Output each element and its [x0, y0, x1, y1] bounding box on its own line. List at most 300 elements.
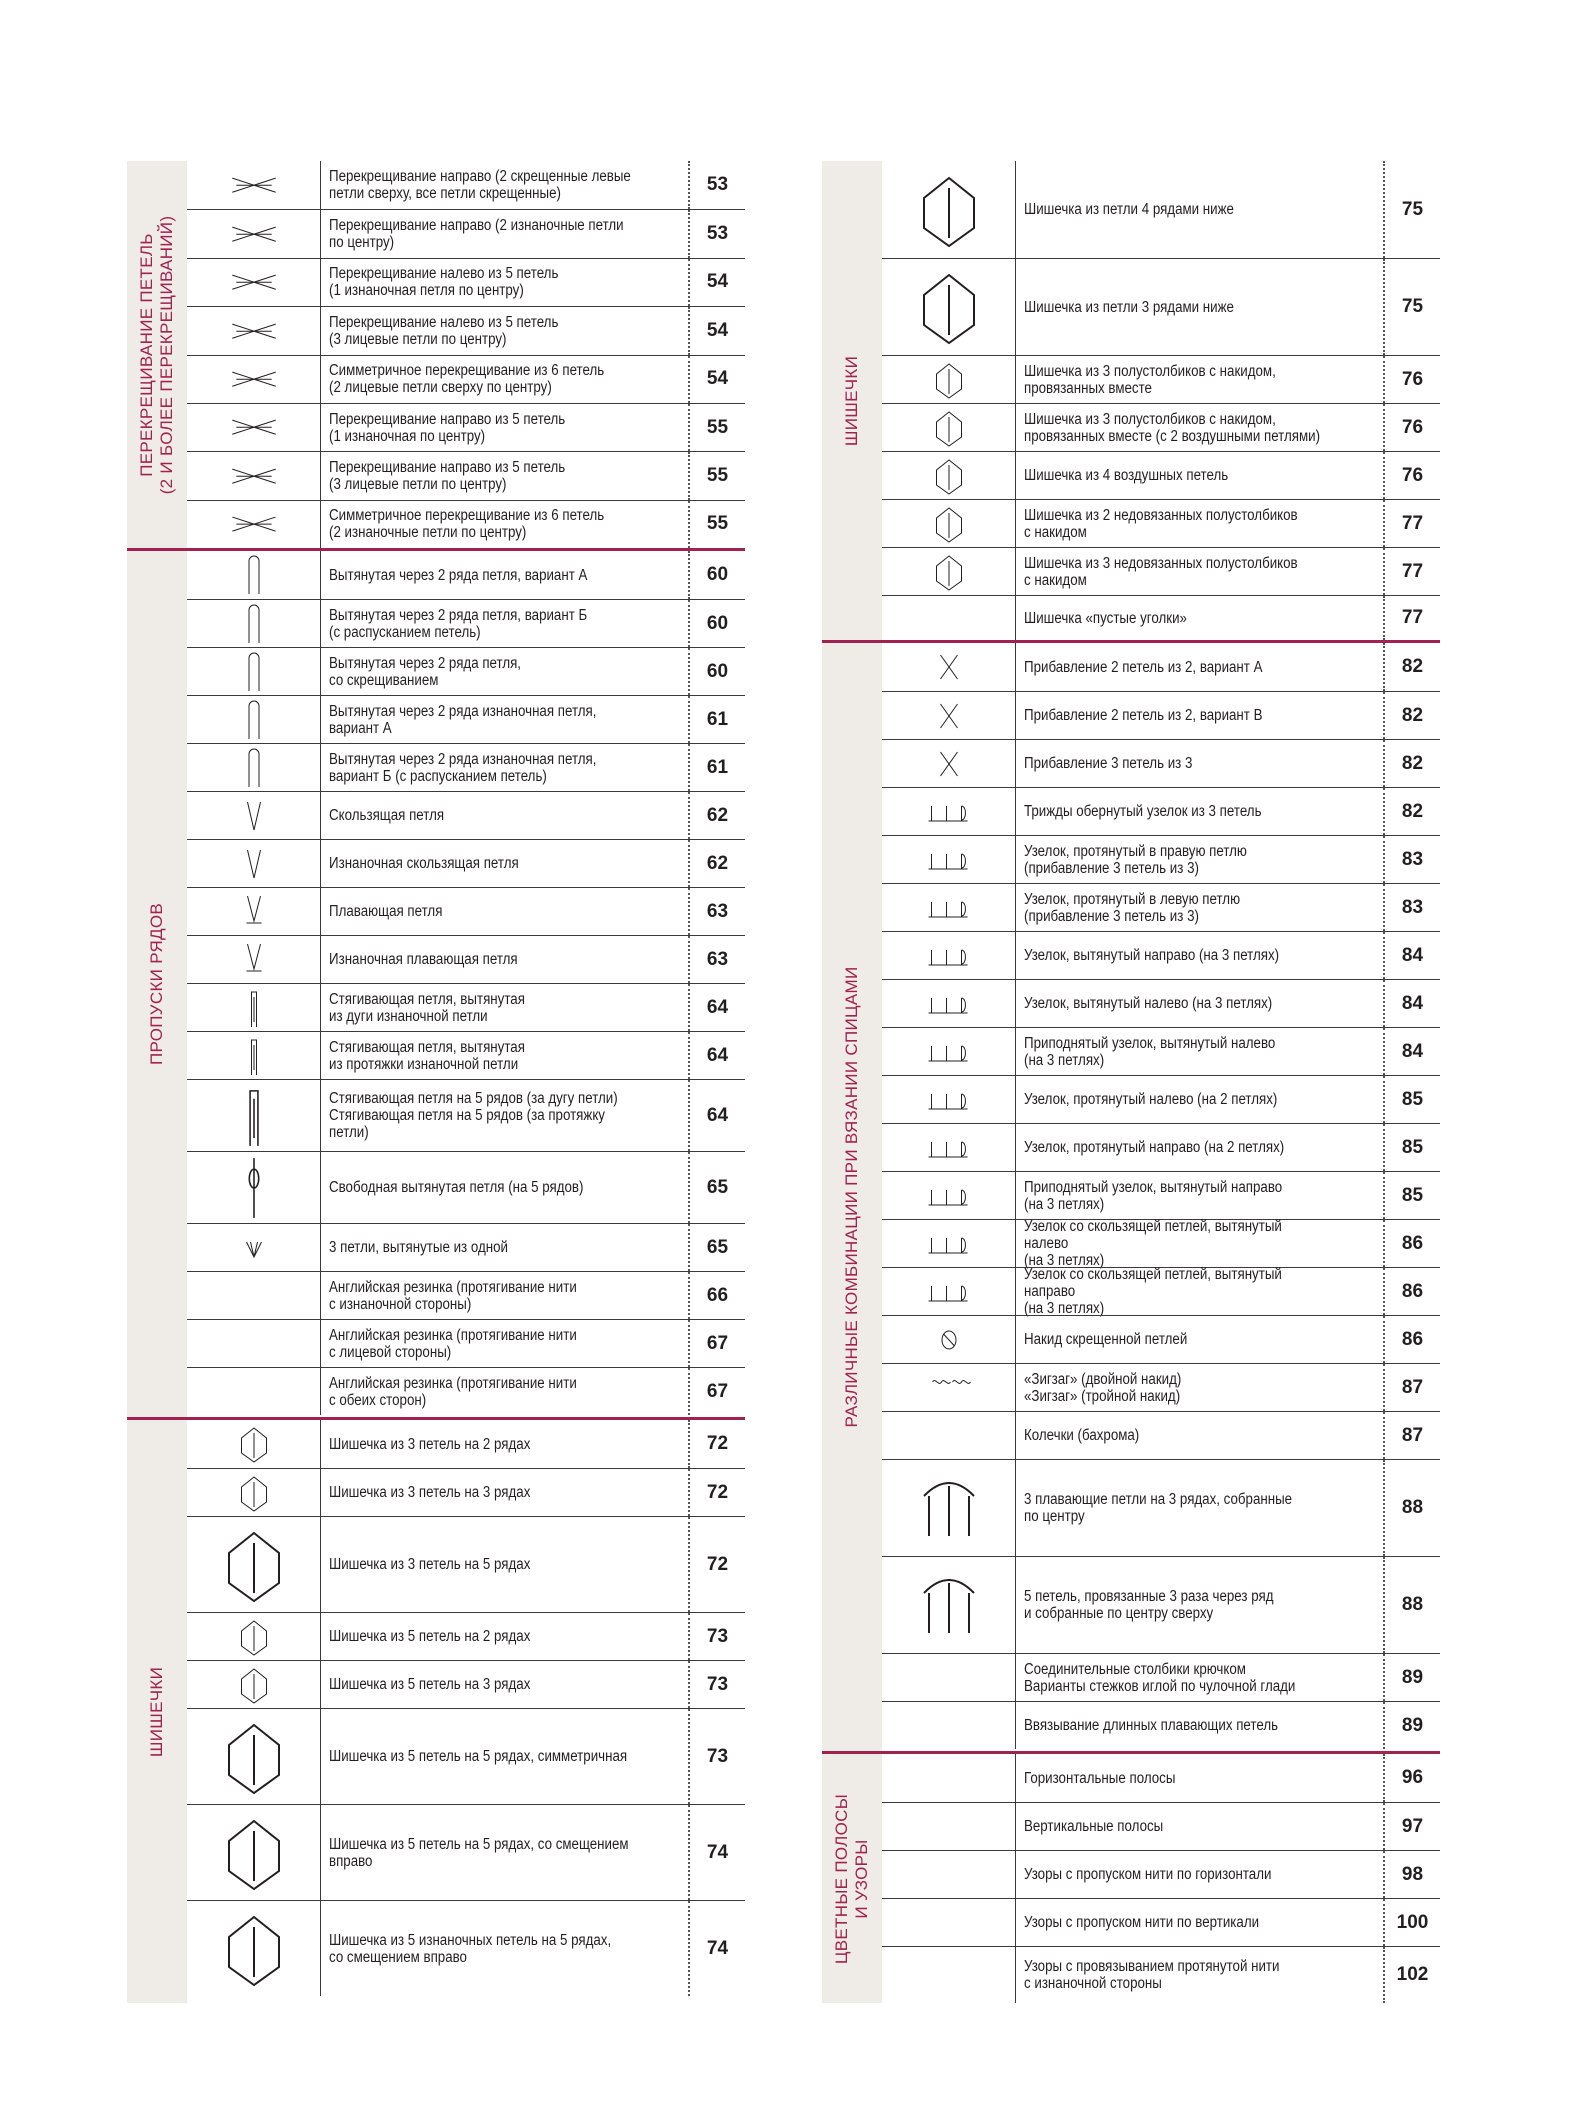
knot-icon [882, 884, 1016, 931]
page-number: 60 [706, 660, 729, 682]
entry-description [321, 210, 690, 257]
page-number: 83 [1401, 896, 1424, 918]
index-row [882, 1946, 1440, 2003]
index-row [187, 1367, 745, 1415]
page-number: 62 [706, 852, 729, 874]
cross-cable-icon [187, 404, 321, 451]
entry-text: Прибавление 2 петель из 2, вариант А [1024, 658, 1263, 676]
entry-text: Шишечка «пустые уголки» [1024, 609, 1187, 627]
page-number: 84 [1401, 1040, 1424, 1062]
entry-text: Английская резинка (протягивание нити с обеих сторон) [329, 1374, 577, 1409]
page-number: 62 [706, 804, 729, 826]
index-row [187, 1516, 745, 1612]
page-number: 65 [706, 1236, 729, 1258]
knot-icon [882, 1124, 1016, 1171]
entry-description [1016, 1947, 1385, 2003]
entry-text: Вертикальные полосы [1024, 1818, 1164, 1835]
index-row [882, 1123, 1440, 1171]
entry-text: Узелок, протянутый в правую петлю (прибавление 3 петель из 3) [1024, 842, 1247, 877]
page-number: 75 [1401, 198, 1424, 220]
entry-text: Вытянутая через 2 ряда изнаночная петля, вариант А [329, 702, 597, 737]
index-row [882, 643, 1440, 691]
entry-description [321, 1224, 690, 1271]
entry-description [321, 1368, 690, 1415]
increase-icon [882, 692, 1016, 739]
entry-description [321, 1469, 690, 1516]
entry-description [321, 792, 690, 839]
index-row [882, 1267, 1440, 1315]
entry-text: Приподнятый узелок, вытянутый налево (на 3 петлях) [1024, 1034, 1276, 1069]
entry-text: Перекрещивание направо (2 скрещенные левые петли сверху, все петли скрещенные) [329, 168, 631, 203]
index-row [882, 595, 1440, 640]
entry-text: Изнаночная плавающая петля [329, 951, 518, 968]
index-row [882, 499, 1440, 547]
entry-text: Шишечка из 2 недовязанных полустолбиков с накидом [1024, 506, 1298, 541]
entry-description [1016, 980, 1385, 1027]
page-number: 87 [1401, 1424, 1424, 1446]
page-number: 55 [706, 465, 729, 487]
entry-description [321, 404, 690, 451]
entry-text: Ввязывание длинных плавающих петель [1024, 1717, 1279, 1734]
empty-symbol-cell [187, 1368, 321, 1415]
entry-description [1016, 740, 1385, 787]
entry-text: Колечки (бахрома) [1024, 1427, 1140, 1444]
slip-stitch-icon [187, 840, 321, 887]
index-row [882, 1171, 1440, 1219]
index-row [187, 451, 745, 499]
index-row [882, 1075, 1440, 1123]
entry-description [1016, 1124, 1385, 1171]
entry-description [321, 600, 690, 647]
entry-text: Перекрещивание налево из 5 петель (1 изнаночная петля по центру) [329, 265, 559, 300]
index-row [882, 1850, 1440, 1898]
entry-text: «Зигзаг» (двойной накид) «Зигзаг» (тройной накид) [1024, 1370, 1182, 1405]
index-row [882, 1556, 1440, 1653]
entry-text: Шишечка из 3 недовязанных полустолбиков с накидом [1024, 554, 1298, 589]
index-row [187, 1319, 745, 1367]
entry-text: Перекрещивание направо (2 изнаночные петли по центру) [329, 217, 624, 252]
entry-text: Английская резинка (протягивание нити с изнаночной стороны) [329, 1278, 577, 1313]
page-number: 77 [1401, 560, 1424, 582]
empty-symbol-cell [882, 1412, 1016, 1459]
entry-text: Скользящая петля [329, 807, 445, 824]
entry-description [1016, 259, 1385, 355]
entry-description [321, 1032, 690, 1079]
empty-symbol-cell [882, 1702, 1016, 1749]
index-row [882, 931, 1440, 979]
entry-text: Симметричное перекрещивание из 6 петель (2 лицевые петли сверху по центру) [329, 362, 605, 397]
page-number: 85 [1401, 1136, 1424, 1158]
entry-description [321, 1152, 690, 1223]
entry-text: Шишечка из 3 петель на 2 рядах [329, 1435, 531, 1453]
entry-text: Узелок, протянутый в левую петлю (прибавление 3 петель из 3) [1024, 890, 1241, 925]
empty-symbol-cell [882, 596, 1016, 640]
knot-icon [882, 836, 1016, 883]
section-bobbles-cont [822, 161, 1440, 643]
section-title: ПЕРЕКРЕЩИВАНИЕ ПЕТЕЛЬ (2 И БОЛЕЕ ПЕРЕКРЕЩИВАНИЙ) [137, 215, 176, 494]
index-row [882, 547, 1440, 595]
elongated-stitch-icon [187, 744, 321, 791]
index-row [187, 355, 745, 403]
page-number: 82 [1401, 704, 1424, 726]
bobble-icon [882, 259, 1016, 355]
page-number: 55 [706, 513, 729, 535]
bobble-icon [187, 1517, 321, 1612]
entry-description [321, 551, 690, 599]
entry-description [321, 1420, 690, 1468]
entry-description [321, 501, 690, 548]
cross-cable-icon [187, 501, 321, 548]
left-column [127, 161, 745, 2003]
page-number: 72 [706, 1433, 729, 1454]
knot-icon [882, 980, 1016, 1027]
page-number: 88 [1401, 1594, 1424, 1615]
page-number: 64 [706, 1104, 729, 1126]
float-stitch-icon [187, 888, 321, 935]
entry-description [321, 1613, 690, 1660]
index-row [882, 883, 1440, 931]
entry-description [321, 307, 690, 354]
entry-text: Приподнятый узелок, вытянутый направо (на 3 петлях) [1024, 1178, 1283, 1213]
page-number: 89 [1401, 1714, 1424, 1736]
page-number: 76 [1401, 368, 1424, 390]
index-row [187, 695, 745, 743]
entry-text: Шишечка из 5 петель на 5 рядах, со смещением вправо [329, 1835, 629, 1870]
index-row [882, 691, 1440, 739]
index-row [187, 599, 745, 647]
gathered-floats-icon [882, 1557, 1016, 1653]
entry-text: Свободная вытянутая петля (на 5 рядов) [329, 1179, 584, 1196]
entry-text: Узелок со скользящей петлей, вытянутый направо (на 3 петлях) [1024, 1266, 1282, 1317]
entry-description [1016, 1364, 1385, 1411]
index-row [882, 258, 1440, 355]
page-number: 67 [706, 1380, 729, 1402]
page-number: 54 [706, 368, 729, 390]
entry-description [321, 161, 690, 209]
page-number: 86 [1401, 1280, 1424, 1302]
index-row [882, 787, 1440, 835]
page-number: 72 [706, 1553, 729, 1575]
entry-description [321, 696, 690, 743]
empty-symbol-cell [187, 1320, 321, 1367]
entry-text: 3 плавающие петли на 3 рядах, собранные по центру [1024, 1491, 1293, 1525]
page-number: 74 [706, 1937, 729, 1959]
entry-text: Вытянутая через 2 ряда изнаночная петля, вариант Б (с распусканием петель) [329, 750, 597, 785]
page-number: 73 [706, 1625, 729, 1647]
entry-description [1016, 932, 1385, 979]
entry-text: Стягивающая петля, вытянутая из протяжки изнаночной петли [329, 1038, 525, 1073]
entry-description [1016, 1220, 1385, 1267]
entry-description [321, 1272, 690, 1319]
page-number: 67 [706, 1332, 729, 1354]
page-number: 85 [1401, 1088, 1424, 1110]
index-row [187, 935, 745, 983]
index-row [187, 500, 745, 548]
index-row [882, 1653, 1440, 1701]
bobble-icon [882, 404, 1016, 451]
index-row [882, 1363, 1440, 1411]
entry-text: Узоры с провязыванием протянутой нити с изнаночной стороны [1024, 1958, 1280, 1992]
knot-icon [882, 1172, 1016, 1219]
bobble-icon [187, 1613, 321, 1660]
bobble-icon [187, 1901, 321, 1996]
bobble-icon [187, 1469, 321, 1516]
bobble-icon [187, 1805, 321, 1900]
bobble-icon [187, 1661, 321, 1708]
elongated-stitch-icon [187, 551, 321, 599]
index-row [187, 983, 745, 1031]
index-row [882, 1459, 1440, 1556]
page-number: 60 [706, 564, 729, 585]
section-title: ПРОПУСКИ РЯДОВ [147, 902, 166, 1066]
empty-symbol-cell [882, 1851, 1016, 1898]
page-number: 83 [1401, 848, 1424, 870]
entry-description [1016, 596, 1385, 640]
entry-text: Соединительные столбики крючком Варианты стежков иглой по чулочной глади [1024, 1660, 1296, 1695]
page-number: 53 [706, 223, 729, 245]
entry-description [321, 356, 690, 403]
index-row [882, 835, 1440, 883]
entry-description [321, 840, 690, 887]
empty-symbol-cell [882, 1654, 1016, 1701]
page-number: 65 [706, 1176, 729, 1198]
index-row [187, 1468, 745, 1516]
index-row [187, 1420, 745, 1468]
empty-symbol-cell [882, 1947, 1016, 2003]
entry-description [321, 1080, 690, 1151]
entry-text: Перекрещивание налево из 5 петель (3 лицевые петли по центру) [329, 313, 559, 348]
entry-text: Шишечка из петли 3 рядами ниже [1024, 298, 1234, 316]
entry-text: Узелок со скользящей петлей, вытянутый налево (на 3 петлях) [1024, 1218, 1282, 1269]
entry-text: Вытянутая через 2 ряда петля, вариант Б (с распусканием петель) [329, 606, 588, 641]
drop-stitch-icon [187, 1152, 321, 1223]
entry-text: Узелок, вытянутый налево (на 3 петлях) [1024, 995, 1273, 1012]
elongated-stitch-icon [187, 696, 321, 743]
cross-cable-icon [187, 161, 321, 209]
empty-symbol-cell [187, 1272, 321, 1319]
index-row [882, 1898, 1440, 1946]
entry-text: Шишечка из петли 4 рядами ниже [1024, 201, 1234, 218]
entry-text: Перекрещивание направо из 5 петель (3 лицевые петли по центру) [329, 459, 566, 494]
index-row [187, 1151, 745, 1223]
entry-text: Узелок, протянутый налево (на 2 петлях) [1024, 1091, 1278, 1108]
page-number: 82 [1401, 752, 1424, 774]
entry-text: Накид скрещенной петлей [1024, 1331, 1188, 1348]
entry-text: Шишечка из 5 изнаночных петель на 5 рядах, со смещением вправо [329, 1931, 612, 1966]
entry-text: Стягивающая петля, вытянутая из дуги изнаночной петли [329, 990, 525, 1025]
entry-text: Шишечка из 3 полустолбиков с накидом, провязанных вместе [1024, 362, 1276, 397]
section-title: ЦВЕТНЫЕ ПОЛОСЫ И УЗОРЫ [832, 1793, 871, 1964]
section-cable-crossings [127, 161, 745, 551]
bobble-icon [882, 452, 1016, 499]
empty-symbol-cell [882, 1754, 1016, 1802]
knot-icon [882, 1268, 1016, 1315]
cross-cable-icon [187, 259, 321, 306]
page-number: 73 [706, 1745, 729, 1767]
index-row [187, 839, 745, 887]
knot-icon [882, 1076, 1016, 1123]
page-number: 63 [706, 900, 729, 922]
page-number: 74 [706, 1841, 729, 1863]
entry-description [1016, 356, 1385, 403]
bobble-icon [882, 500, 1016, 547]
index-row [187, 306, 745, 354]
entry-description [321, 888, 690, 935]
index-row [882, 979, 1440, 1027]
entry-description [1016, 788, 1385, 835]
index-row [882, 403, 1440, 451]
page-number: 97 [1401, 1815, 1424, 1837]
section-bobbles [127, 1420, 745, 2003]
entry-text: Узоры с пропуском нити по вертикали [1024, 1914, 1260, 1931]
index-row [187, 161, 745, 209]
page-number: 73 [706, 1673, 729, 1695]
right-column [822, 161, 1440, 2003]
index-row [882, 1027, 1440, 1075]
page-number: 86 [1401, 1232, 1424, 1254]
index-row [187, 1900, 745, 1996]
page-number: 54 [706, 319, 729, 341]
entry-description [1016, 1754, 1385, 1802]
crossed-yarnover-icon [882, 1316, 1016, 1363]
entry-text: Шишечка из 3 петель на 5 рядах [329, 1556, 531, 1573]
knot-icon [882, 932, 1016, 979]
index-row [187, 1612, 745, 1660]
section-title: ШИШЕЧКИ [147, 1666, 166, 1757]
entry-text: 3 петли, вытянутые из одной [329, 1239, 508, 1256]
index-row [187, 209, 745, 257]
cross-cable-icon [187, 307, 321, 354]
entry-description [1016, 1460, 1385, 1556]
entry-description [1016, 500, 1385, 547]
entry-description [1016, 1803, 1385, 1850]
cross-cable-icon [187, 452, 321, 499]
entry-text: Горизонтальные полосы [1024, 1769, 1176, 1787]
entry-description [1016, 1557, 1385, 1653]
slip-stitch-icon [187, 792, 321, 839]
entry-text: Прибавление 2 петель из 2, вариант В [1024, 707, 1263, 724]
entry-description [1016, 1412, 1385, 1459]
page-number: 61 [706, 708, 729, 730]
entry-text: Шишечка из 4 воздушных петель [1024, 467, 1229, 484]
page-number: 60 [706, 612, 729, 634]
page-number: 66 [706, 1284, 729, 1306]
entry-description [321, 1709, 690, 1804]
entry-description [1016, 1172, 1385, 1219]
section-color-stripes [822, 1754, 1440, 2003]
index-row [882, 355, 1440, 403]
entry-text: Английская резинка (протягивание нити с лицевой стороны) [329, 1326, 577, 1361]
page-number: 53 [706, 174, 729, 196]
entry-description [321, 1661, 690, 1708]
entry-description [321, 648, 690, 695]
entry-text: Симметричное перекрещивание из 6 петель (2 изнаночные петли по центру) [329, 507, 605, 542]
entry-description [1016, 548, 1385, 595]
tuck-stitch-icon [187, 1080, 321, 1151]
index-row [187, 791, 745, 839]
entry-description [321, 984, 690, 1031]
index-row [882, 739, 1440, 787]
entry-description [1016, 1028, 1385, 1075]
section-combinations [822, 643, 1440, 1754]
entry-description [321, 452, 690, 499]
index-row [187, 743, 745, 791]
entry-text: Шишечка из 5 петель на 5 рядах, симметричная [329, 1748, 628, 1765]
index-row [187, 1271, 745, 1319]
index-row [882, 1754, 1440, 1802]
index-row [187, 1660, 745, 1708]
index-row [882, 161, 1440, 258]
zigzag-icon [882, 1364, 1016, 1411]
page-number: 75 [1401, 296, 1424, 317]
entry-text: Трижды обернутый узелок из 3 петель [1024, 803, 1262, 820]
gathered-floats-icon [882, 1460, 1016, 1556]
entry-description [1016, 643, 1385, 691]
page-number: 84 [1401, 944, 1424, 966]
empty-symbol-cell [882, 1899, 1016, 1946]
page-number: 85 [1401, 1184, 1424, 1206]
entry-description [1016, 1076, 1385, 1123]
section-title: ШИШЕЧКИ [842, 355, 861, 446]
entry-text: Шишечка из 5 петель на 3 рядах [329, 1676, 531, 1693]
entry-description [1016, 836, 1385, 883]
entry-text: Плавающая петля [329, 903, 443, 920]
page-number: 61 [706, 756, 729, 778]
entry-description [1016, 692, 1385, 739]
entry-text: Узелок, протянутый направо (на 2 петлях) [1024, 1139, 1285, 1156]
page-number: 82 [1401, 800, 1424, 822]
elongated-stitch-icon [187, 648, 321, 695]
entry-description [1016, 884, 1385, 931]
index-row [882, 1315, 1440, 1363]
knot-icon [882, 788, 1016, 835]
page-number: 72 [706, 1481, 729, 1503]
entry-description [1016, 1268, 1385, 1315]
entry-text: Узоры с пропуском нити по горизонтали [1024, 1866, 1272, 1883]
entry-text: Вытянутая через 2 ряда петля, вариант А [329, 566, 588, 584]
entry-description [1016, 1654, 1385, 1701]
page-number: 96 [1401, 1767, 1424, 1788]
bobble-icon [882, 548, 1016, 595]
page-number: 76 [1401, 416, 1424, 438]
entry-description [1016, 161, 1385, 258]
index-row [882, 1411, 1440, 1459]
section-title: РАЗЛИЧНЫЕ КОМБИНАЦИИ ПРИ ВЯЗАНИИ СПИЦАМИ [842, 966, 861, 1428]
increase-icon [882, 643, 1016, 691]
page-number: 82 [1401, 656, 1424, 677]
entry-text: Шишечка из 3 полустолбиков с накидом, провязанных вместе (с 2 воздушными петлями) [1024, 410, 1321, 445]
index-row [187, 1223, 745, 1271]
entry-description [321, 744, 690, 791]
bobble-icon [187, 1420, 321, 1468]
entry-text: Шишечка из 5 петель на 2 рядах [329, 1628, 531, 1645]
index-row [187, 258, 745, 306]
page-number: 87 [1401, 1376, 1424, 1398]
page-number: 88 [1401, 1497, 1424, 1518]
index-row [187, 1079, 745, 1151]
knot-icon [882, 1028, 1016, 1075]
page-number: 77 [1401, 512, 1424, 534]
page-number: 55 [706, 416, 729, 438]
page-number: 63 [706, 948, 729, 970]
entry-text: Изнаночная скользящая петля [329, 855, 519, 872]
section-row-skips [127, 551, 745, 1420]
page-number: 76 [1401, 464, 1424, 486]
page-number: 86 [1401, 1328, 1424, 1350]
empty-symbol-cell [882, 1803, 1016, 1850]
cross-cable-icon [187, 210, 321, 257]
cross-cable-icon [187, 356, 321, 403]
